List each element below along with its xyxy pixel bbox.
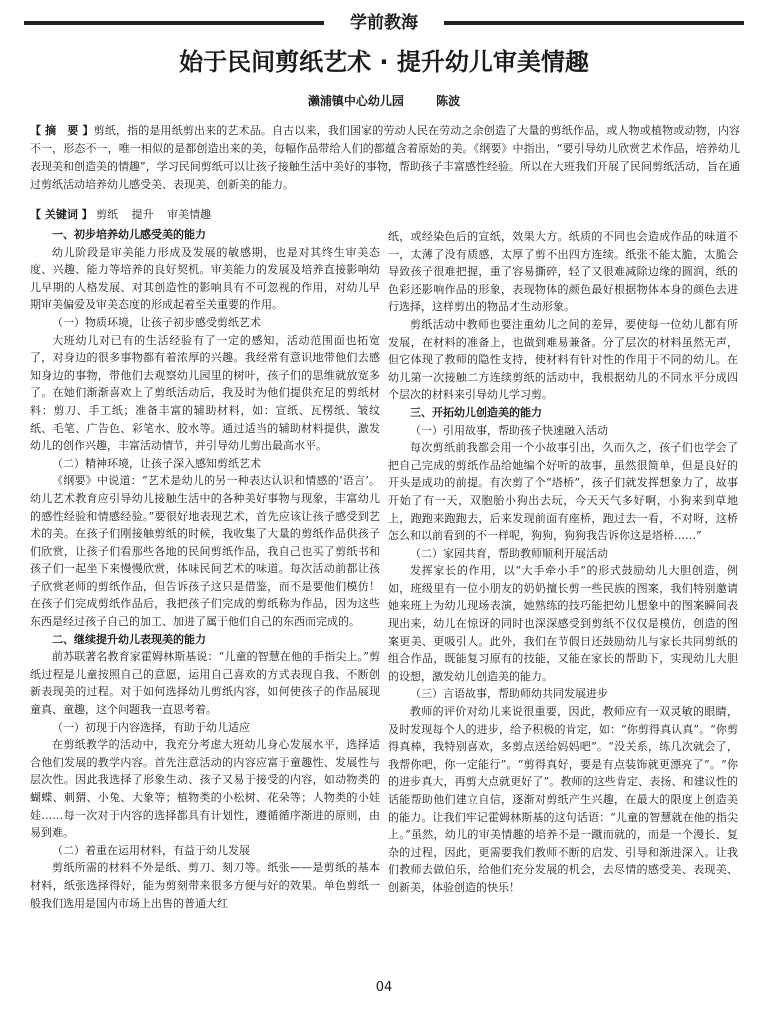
paragraph: 剪纸活动中教师也要注重幼儿之间的差异，要使每一位幼儿都有所发展，在材料的准备上，也做到难易兼备。分了层次的材料虽然无声，但它体现了教师的隐性支持，使材料有针对性的作用于不同的幼儿。在幼儿第一次接触二方连续剪纸的活动中，我根据幼儿的不同水平分成四个层次的材料来引导幼儿学习剪。 bbox=[388, 317, 738, 402]
paragraph: 大班幼儿对已有的生活经验有了一定的感知，活动范围面也拓宽了，对身边的很多事物都有着浓厚的兴趣。我经常有意识地带他们去感知身边的事物，带他们去观察幼儿园里的树叶，孩子们的思维就放宽多了。在她们渐渐喜欢上了剪纸活动后，我及时为他们提供充足的剪纸材料：剪刀、手工纸；准备丰富的辅助材料，如：宣纸、瓦楞纸、皱纹纸、毛笔、广告色、彩笔水、胶水等。通过适当的辅助材料提供，激发幼儿的创作兴趣，丰富活动情节，并引导幼儿剪出最高水平。 bbox=[30, 333, 380, 453]
paragraph: 《纲要》中说道：“艺术是幼儿的另一种表达认识和情感的‘语言’。幼儿艺术教育应引导幼儿接触生活中的各种美好事物与现象，丰富幼儿的感性经验和情感经验。”要很好地表现艺术，首先应该让孩子感受到艺术的美。在孩子们刚接触剪纸的时候，我收集了大量的剪纸作品供孩子们欣赏，让孩子们看那些各地的民间剪纸作品，我自己也买了剪纸书和孩子们一起坐下来慢慢欣赏，体味民间艺术的味道。每次活动前都让孩子欣赏老师的剪纸作品，但告诉孩子这只是借鉴，而不是要他们模仿！在孩子们完成剪纸作品后，我把孩子们完成的剪纸称为作品，因为这些东西是经过孩子自己的加工、加进了属于他们自己的东西而完成的。 bbox=[30, 474, 380, 629]
paragraph: 发挥家长的作用，以“大手牵小手”的形式鼓励幼儿大胆创造，例如，班级里有一位小朋友的奶奶擅长剪一些民族的图案，我们特别邀请她来班上为幼儿现场表演，她熟练的技巧能把幼儿想象中的图案瞬间表现出来，幼儿在惊讶的同时也深深感受到剪纸不仅仅是模仿，创造的图案更美、更吸引人。此外，我们在节假日还鼓励幼儿与家长共同剪纸的组合作品，既能复习原有的技能，又能在家长的帮助下，实现幼儿大胆的设想，激发幼儿创造美的能力。 bbox=[388, 564, 738, 683]
right-column bbox=[388, 228, 738, 897]
paragraph: 幼儿阶段是审美能力形成及发展的敏感期，也是对其终生审美态度、兴趣、能力等培养的良好契机。审美能力的发展及培养直接影响幼儿早期的人格发展、对其创造性的影响具有不可忽视的作用，对幼儿早期审美偏爱及审美态度的形成起着至关重要的作用。 bbox=[30, 245, 380, 312]
left-column bbox=[30, 226, 380, 912]
keywords bbox=[30, 206, 740, 224]
keyword: 提升 bbox=[131, 208, 154, 221]
section-heading: 三、开拓幼儿创造美的能力 bbox=[410, 405, 542, 419]
keyword: 审美情趣 bbox=[167, 208, 212, 221]
journal-header bbox=[24, 12, 744, 34]
abstract-label: 【 摘 要 】 bbox=[30, 124, 94, 137]
subsection-heading: （一）初现于内容选择，有助于幼儿适应 bbox=[52, 720, 250, 734]
abstract-text: 剪纸，指的是用纸剪出来的艺术品。自古以来，我们国家的劳动人民在劳动之余创造了大量的剪纸作品，或人物或植物或动物，内容不一，形态不一，唯一相似的是都创造出来的美，每幅作品带给人们的都蕴含着原始的美。《纲要》中指出，“要引导幼儿欣赏艺术作品，培养幼儿表现美和创造美的情趣”，学习民间剪纸可以让孩子接触生活中美好的事物，帮助孩子丰富感性经验。所以在大班我们开展了民间剪纸活动，旨在通过剪纸活动培养幼儿感受美、表现美、创新美的能力。 bbox=[30, 124, 740, 191]
section-heading: 一、初步培养幼儿感受美的能力 bbox=[52, 228, 206, 241]
subsection-heading: （三）言语故事，帮助师幼共同发展进步 bbox=[410, 687, 608, 701]
page-number: 04 bbox=[375, 980, 393, 995]
subsection-heading: （二）家园共育，帮助教师顺利开展活动 bbox=[410, 546, 608, 560]
subsection-heading: （二）着重在运用材料，有益于幼儿发展 bbox=[52, 843, 250, 857]
author-line bbox=[0, 92, 768, 109]
header-rule-right bbox=[444, 21, 744, 25]
paragraph: 每次剪纸前我都会用一个小故事引出，久而久之，孩子们也学会了把自己完成的剪纸作品给她编个好听的故事，虽然很简单，但是良好的开头是成功的前提。有次剪了个“塔桥”，孩子们就发挥想象力了，故事开始了有一天，双胞胎小狗出去玩，今天天气多好啊，小狗来到草地上，跑跑来跑跑去，后来发现前面有座桥，跑过去一看，不对呀，这桥怎么和以前看到的不一样呢，狗狗，狗狗我告诉你这是塔桥……” bbox=[388, 441, 738, 543]
paragraph: 教师的评价对幼儿来说很重要，因此，教师应有一双灵敏的眼睛，及时发现每个人的进步，给予积极的肯定，如：“你剪得真认真”。“你剪得真棒，我特别喜欢，多剪点送给妈妈吧”。“没关系，练几次就会了，我帮你吧，你一定能行”。“剪得真好，要是有点装饰就更漂亮了”。“你的进步真大，再剪大点就更好了”。教师的这些肯定、表扬、和建议性的话能帮助他们建立自信，逐渐对剪纸产生兴趣，在最大的限度上创造美的能力。让我们牢记霍姆林斯基的这句话语：“儿童的智慧就在他的指尖上。”虽然，幼儿的审美情趣的培养不是一蹴而就的，而是一个漫长、复杂的过程，因此，更需要我们教师不断的启发、引导和渐进深入。让我们教师去做伯乐，给他们充分发展的机会，去尽情的感受美、表现美、创新美，体验创造的快乐！ bbox=[388, 705, 738, 894]
keyword: 剪纸 bbox=[96, 208, 119, 221]
subsection-heading: （一）物质环境，让孩子初步感受剪纸艺术 bbox=[52, 315, 261, 329]
section-heading: 二、继续提升幼儿表现美的能力 bbox=[52, 632, 206, 646]
paragraph: 纸，或经染色后的宣纸，效果大方。纸质的不同也会造成作品的味道不一，太薄了没有质感，太厚了剪不出四方连续。纸张不能太脆，太脆会导致孩子很难把握，重了容易撕碎，轻了又很难减除边缘的圆润，纸的色彩还影响作品的形象，表现物体的颜色最好根据物体本身的颜色去进行选择，这样剪出的物品才生动形象。 bbox=[388, 230, 738, 314]
paragraph: 在剪纸教学的活动中，我充分考虑大班幼儿身心发展水平，选择适合他们发展的教学内容。首先注意活动的内容应富于童趣性、发展性与层次性。因此我选择了形象生动、孩子又易于接受的内容，如动物类的蝴蝶、刺猬、小兔、大象等；植物类的小松树、花朵等；人物类的小娃娃……每一次对于内容的选择都具有计划性，遵循循序渐进的原则，由易到难。 bbox=[30, 738, 380, 840]
subsection-heading: （一）引用故事，帮助孩子快速融入活动 bbox=[410, 423, 608, 437]
author-name: 陈波 bbox=[436, 94, 461, 108]
header-rule-left bbox=[24, 21, 324, 25]
section-label: 学前教海 bbox=[350, 13, 418, 33]
abstract bbox=[30, 122, 740, 194]
paragraph: 前苏联著名教育家霍姆林斯基说：“儿童的智慧在他的手指尖上。”剪纸过程是儿童按照自己的意愿，运用自己喜欢的方式表现自我、不断创新表现美的过程。对于如何选择幼儿剪纸内容，如何使孩子的作品展现童真、童趣，这个问题我一直思考着。 bbox=[30, 650, 380, 717]
paragraph: 剪纸所需的材料不外是纸、剪刀、刻刀等。纸张——是剪纸的基本材料，纸张选择得好，能为剪刻带来很多方便与好的效果。单色剪纸一般我们选用是国内市场上出售的普通大红 bbox=[30, 861, 380, 910]
article-title: 始于民间剪纸艺术 · 提升幼儿审美情趣 bbox=[179, 48, 589, 76]
subsection-heading: （二）精神环境，让孩子深入感知剪纸艺术 bbox=[52, 456, 261, 470]
author-affiliation: 濑浦镇中心幼儿园 bbox=[307, 94, 404, 108]
keywords-label: 【 关键词 】 bbox=[30, 208, 93, 221]
